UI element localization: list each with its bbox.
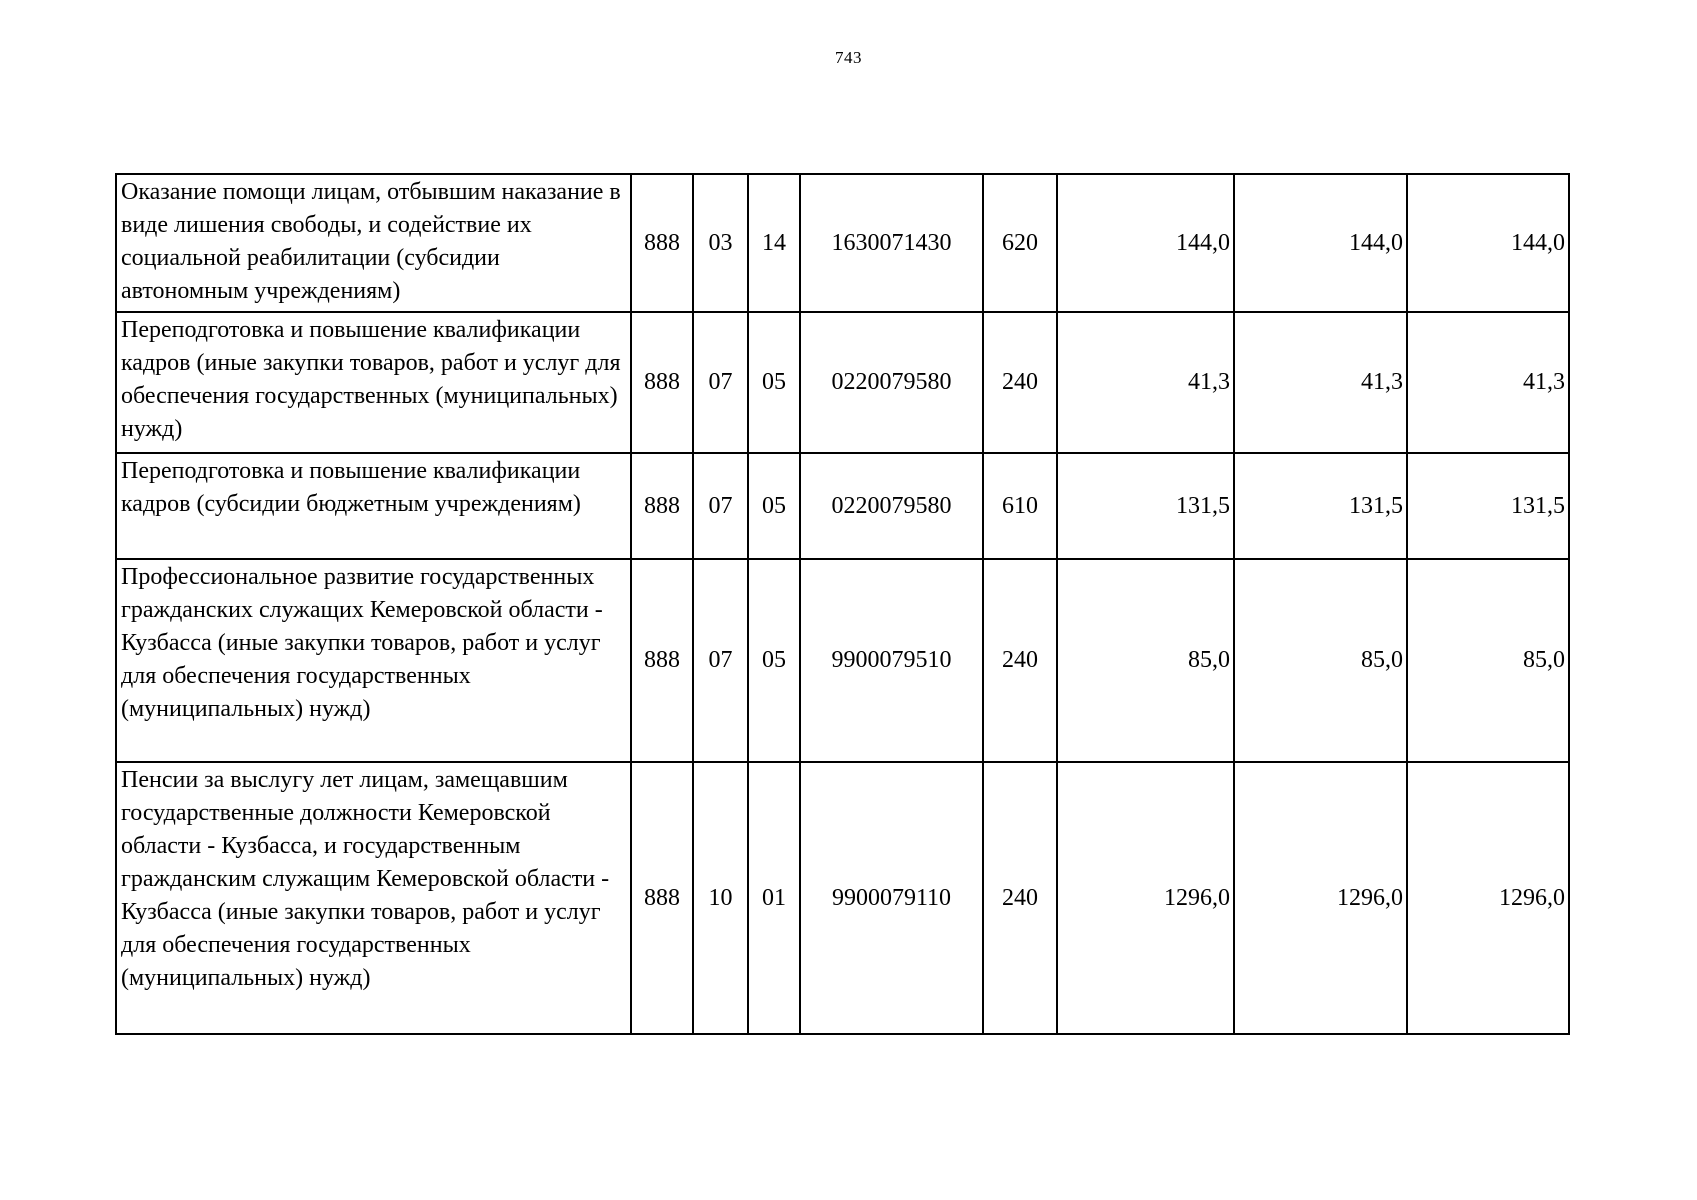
row-description: Переподготовка и повышение квалификации кадров (субсидии бюджетным учреждениям) <box>116 453 631 559</box>
expense-type-code: 240 <box>983 312 1057 453</box>
target-article-code: 0220079580 <box>800 453 983 559</box>
table-row <box>116 174 1569 312</box>
amount-3: 144,0 <box>1407 174 1569 312</box>
budget-table <box>115 173 1570 1035</box>
subsection-code: 05 <box>748 312 800 453</box>
amount-1: 85,0 <box>1057 559 1234 762</box>
row-description: Профессиональное развитие государственных гражданских служащих Кемеровской области - Кузбасса (иные закупки товаров, работ и услуг для обеспечения государственных (муниципальных) нужд) <box>116 559 631 762</box>
expense-type-code: 610 <box>983 453 1057 559</box>
ministry-code: 888 <box>631 762 693 1034</box>
expense-type-code: 620 <box>983 174 1057 312</box>
row-description: Пенсии за выслугу лет лицам, замещавшим государственные должности Кемеровской области - Кузбасса, и государственным гражданским служащим Кемеровской области - Кузбасса (иные закупки товаров, работ и услуг для обеспечения государственных (муниципальных) нужд) <box>116 762 631 1034</box>
expense-type-code: 240 <box>983 762 1057 1034</box>
subsection-code: 01 <box>748 762 800 1034</box>
ministry-code: 888 <box>631 312 693 453</box>
section-code: 07 <box>693 312 748 453</box>
amount-2: 1296,0 <box>1234 762 1407 1034</box>
subsection-code: 05 <box>748 453 800 559</box>
row-description: Переподготовка и повышение квалификации кадров (иные закупки товаров, работ и услуг для обеспечения государственных (муниципальных) нужд) <box>116 312 631 453</box>
amount-1: 1296,0 <box>1057 762 1234 1034</box>
ministry-code: 888 <box>631 453 693 559</box>
amount-3: 131,5 <box>1407 453 1569 559</box>
amount-3: 41,3 <box>1407 312 1569 453</box>
amount-2: 85,0 <box>1234 559 1407 762</box>
amount-1: 41,3 <box>1057 312 1234 453</box>
amount-2: 41,3 <box>1234 312 1407 453</box>
target-article-code: 9900079110 <box>800 762 983 1034</box>
amount-3: 1296,0 <box>1407 762 1569 1034</box>
target-article-code: 0220079580 <box>800 312 983 453</box>
page-number: 743 <box>835 48 862 67</box>
row-description: Оказание помощи лицам, отбывшим наказание в виде лишения свободы, и содействие их социальной реабилитации (субсидии автономным учреждениям) <box>116 174 631 312</box>
section-code: 03 <box>693 174 748 312</box>
amount-2: 144,0 <box>1234 174 1407 312</box>
section-code: 07 <box>693 559 748 762</box>
ministry-code: 888 <box>631 559 693 762</box>
section-code: 07 <box>693 453 748 559</box>
table-row <box>116 559 1569 762</box>
amount-1: 131,5 <box>1057 453 1234 559</box>
table-row <box>116 312 1569 453</box>
subsection-code: 05 <box>748 559 800 762</box>
section-code: 10 <box>693 762 748 1034</box>
ministry-code: 888 <box>631 174 693 312</box>
amount-3: 85,0 <box>1407 559 1569 762</box>
amount-1: 144,0 <box>1057 174 1234 312</box>
expense-type-code: 240 <box>983 559 1057 762</box>
target-article-code: 1630071430 <box>800 174 983 312</box>
subsection-code: 14 <box>748 174 800 312</box>
table-row <box>116 453 1569 559</box>
table-row <box>116 762 1569 1034</box>
amount-2: 131,5 <box>1234 453 1407 559</box>
target-article-code: 9900079510 <box>800 559 983 762</box>
